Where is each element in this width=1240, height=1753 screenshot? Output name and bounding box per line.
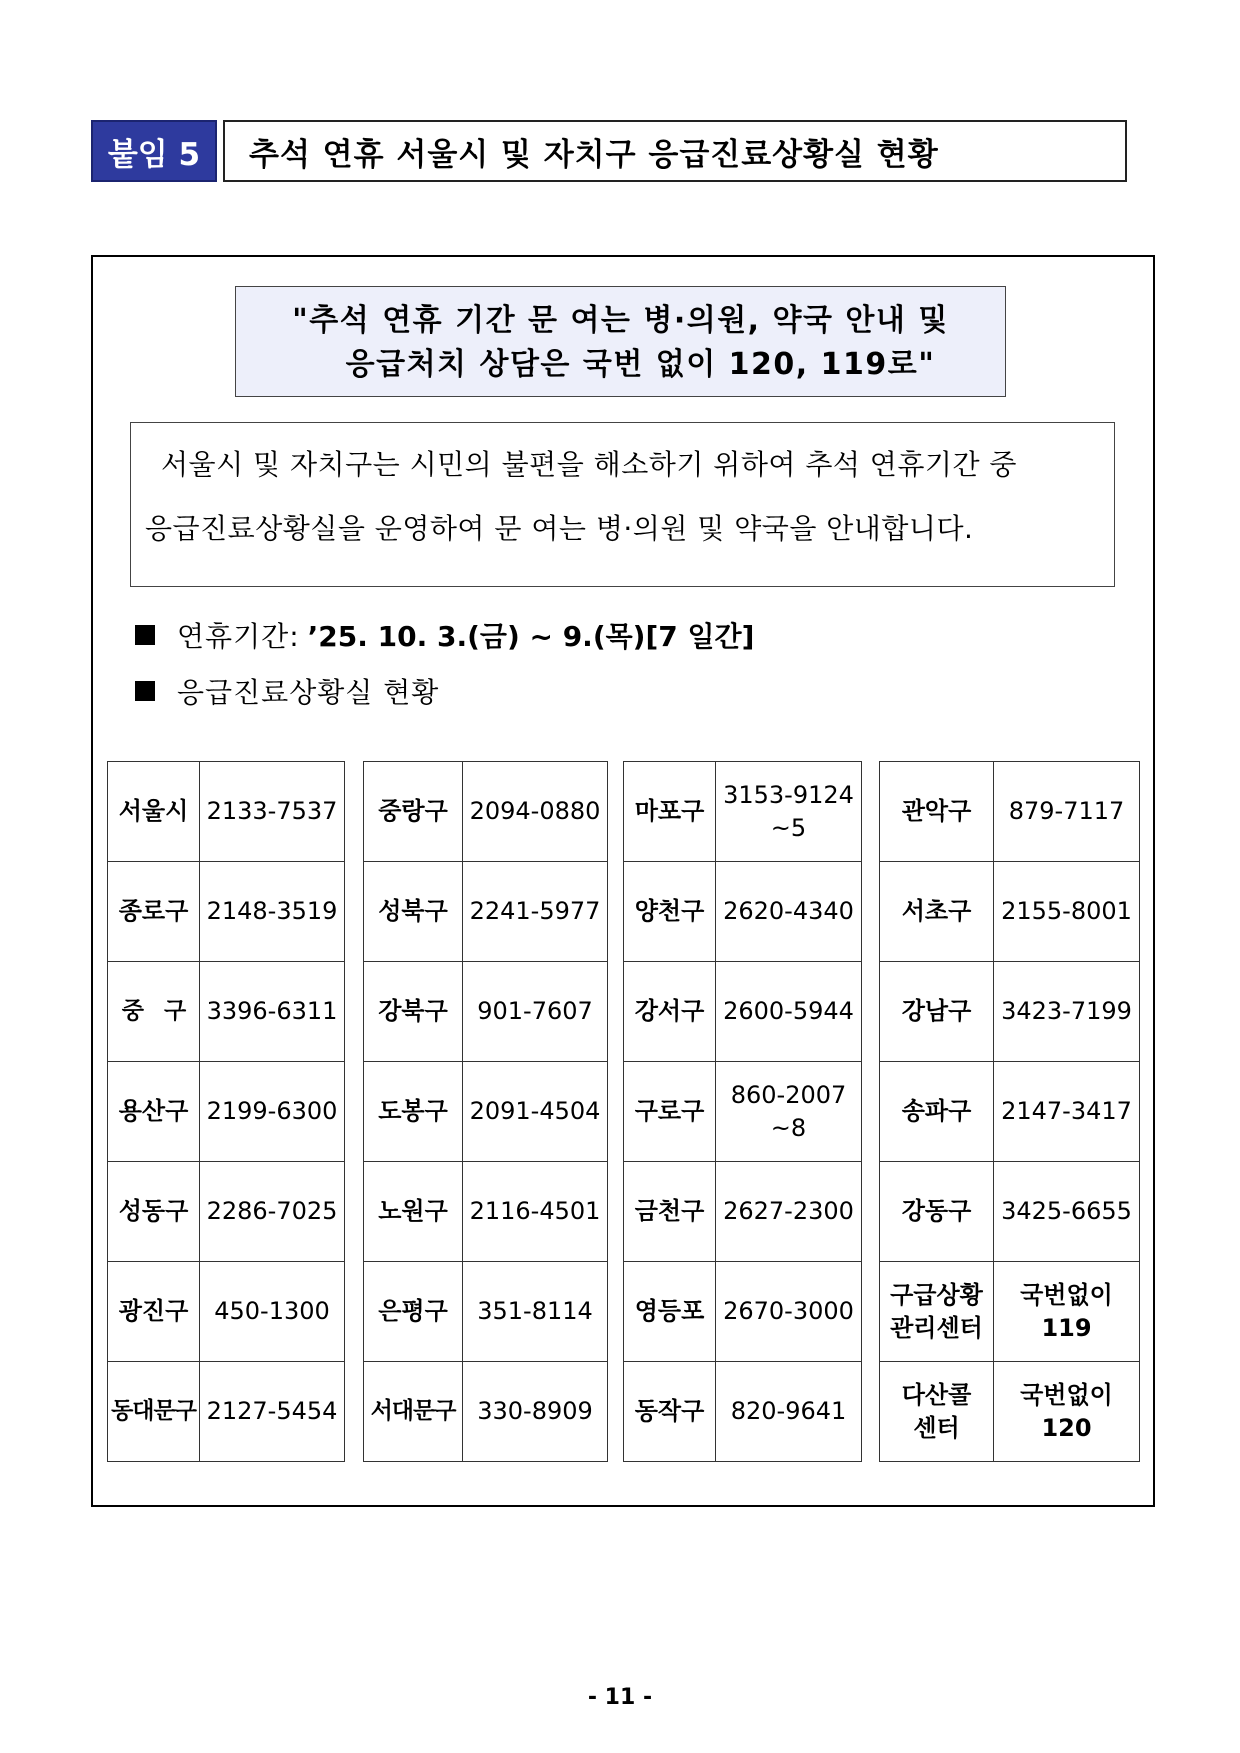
district-name-text: 관리센터 — [890, 1313, 983, 1342]
district-name-text: 성북구 — [378, 897, 448, 925]
phone-number-text: 120 — [1041, 1413, 1092, 1442]
phone-number-text: 2094-0880 — [469, 797, 601, 825]
phone-number — [200, 1362, 345, 1462]
district-name-text: 성동구 — [118, 1197, 189, 1225]
district-name — [624, 1162, 716, 1262]
phone-number-text: 2199-6300 — [206, 1097, 338, 1125]
district-name — [624, 1362, 716, 1462]
phone-number-text: 901-7607 — [477, 997, 593, 1025]
table-row — [880, 1062, 1140, 1162]
phone-number-text: 2627-2300 — [723, 1197, 854, 1225]
period-label: 연휴기간: — [177, 620, 300, 653]
district-name — [364, 762, 463, 862]
table-row — [880, 1162, 1140, 1262]
square-bullet-icon — [135, 681, 155, 701]
district-name-text: 금천구 — [634, 1197, 705, 1225]
table-row — [364, 1162, 608, 1262]
district-name-text: 중랑구 — [378, 797, 448, 825]
table-row — [364, 962, 608, 1062]
phone-number-text: 2600-5944 — [723, 997, 854, 1025]
table-row — [624, 962, 862, 1062]
phone-number-text: 3396-6311 — [206, 997, 338, 1025]
phone-number-text: ~5 — [770, 813, 807, 842]
phone-number-text: 351-8114 — [477, 1297, 593, 1325]
district-name-text: 중 구 — [121, 998, 186, 1024]
table-row — [108, 762, 345, 862]
district-name-text: 도봉구 — [378, 1097, 448, 1125]
phone-number — [716, 762, 862, 862]
district-name-text: 구급상황 — [890, 1280, 983, 1309]
table-row — [624, 862, 862, 962]
phone-number — [200, 1162, 345, 1262]
phone-number-text: 2133-7537 — [206, 797, 338, 825]
district-name-text: 강북구 — [378, 997, 448, 1025]
district-name — [880, 1062, 994, 1162]
phone-number-text: 2670-3000 — [723, 1297, 854, 1325]
phone-number — [200, 962, 345, 1062]
district-name-text: 서초구 — [901, 897, 972, 925]
table-row — [364, 1062, 608, 1162]
phone-number-text: 820-9641 — [730, 1397, 847, 1425]
district-name — [108, 1262, 200, 1362]
district-name — [624, 1262, 716, 1362]
phone-number-text: 2148-3519 — [206, 897, 338, 925]
phone-number-text: 2091-4504 — [469, 1097, 601, 1125]
slogan-box — [235, 286, 1006, 397]
district-name — [108, 1362, 200, 1462]
district-table-3 — [623, 761, 862, 1462]
table-row — [880, 1362, 1140, 1462]
table-row — [364, 1362, 608, 1462]
phone-number — [994, 1062, 1140, 1162]
district-name — [880, 1362, 994, 1462]
phone-number — [463, 1362, 608, 1462]
district-name-text: 마포구 — [634, 797, 705, 825]
district-name-text: 종로구 — [118, 897, 189, 925]
district-name — [364, 862, 463, 962]
district-name — [364, 1162, 463, 1262]
district-name-text: 관악구 — [901, 797, 972, 825]
district-name — [108, 862, 200, 962]
attachment-badge: 붙임 5 — [91, 120, 217, 182]
district-name — [880, 1162, 994, 1262]
district-name — [624, 862, 716, 962]
phone-number-text: 국번없이 — [1020, 1380, 1113, 1409]
table-row — [624, 762, 862, 862]
table-row — [880, 762, 1140, 862]
slogan-line-1: "추석 연휴 기간 문 여는 병·의원, 약국 안내 및 — [292, 303, 949, 338]
intro-line-2: 응급진료상황실을 운영하여 문 여는 병·의원 및 약국을 안내합니다. — [145, 512, 974, 545]
district-name-text: 강동구 — [901, 1197, 972, 1225]
district-name-text: 구로구 — [634, 1097, 705, 1125]
phone-number — [463, 762, 608, 862]
phone-number — [994, 862, 1140, 962]
district-table-4 — [879, 761, 1140, 1462]
district-name-text: 광진구 — [118, 1297, 189, 1325]
district-name — [624, 1062, 716, 1162]
intro-box — [130, 422, 1115, 587]
district-name-text: 영등포 — [634, 1297, 705, 1325]
district-name — [108, 1062, 200, 1162]
phone-number-text: 860-2007 — [730, 1080, 847, 1109]
district-name-text: 양천구 — [634, 897, 705, 925]
table-row — [624, 1062, 862, 1162]
square-bullet-icon — [135, 625, 155, 645]
district-name — [880, 962, 994, 1062]
table-row — [880, 1262, 1140, 1362]
table-row — [364, 862, 608, 962]
holiday-period-item — [135, 615, 754, 655]
status-label: 응급진료상황실 현황 — [177, 676, 440, 709]
phone-number — [994, 1162, 1140, 1262]
page-title: 추석 연휴 서울시 및 자치구 응급진료상황실 현황 — [223, 120, 1127, 182]
page-number: - 11 - — [587, 1685, 653, 1710]
phone-number-text: 2155-8001 — [1001, 897, 1132, 925]
phone-number-text: 2286-7025 — [206, 1197, 338, 1225]
phone-number-text: 국번없이 — [1020, 1280, 1113, 1309]
slogan-line-2: 응급처치 상담은 국번 없이 120, 119로" — [345, 347, 936, 382]
phone-number — [200, 762, 345, 862]
phone-number — [994, 762, 1140, 862]
phone-number — [716, 1062, 862, 1162]
phone-number-text: ~8 — [770, 1113, 807, 1142]
phone-number-text: 3423-7199 — [1001, 997, 1132, 1025]
district-table-2 — [363, 761, 608, 1462]
phone-number-text: 2620-4340 — [723, 897, 854, 925]
district-name — [108, 1162, 200, 1262]
district-name-text: 동작구 — [634, 1397, 705, 1425]
district-name-text: 다산콜 — [901, 1380, 972, 1409]
table-row — [880, 962, 1140, 1062]
table-row — [364, 1262, 608, 1362]
phone-number — [463, 1062, 608, 1162]
phone-number — [994, 1262, 1140, 1362]
district-name — [364, 1062, 463, 1162]
phone-number — [716, 1262, 862, 1362]
table-row — [108, 1262, 345, 1362]
district-name — [624, 762, 716, 862]
district-name-text: 센터 — [913, 1413, 960, 1442]
phone-number — [716, 862, 862, 962]
status-item — [135, 671, 439, 711]
phone-number — [200, 1062, 345, 1162]
phone-number-text: 2116-4501 — [469, 1197, 601, 1225]
district-name-text: 노원구 — [378, 1197, 448, 1225]
phone-number-text: 450-1300 — [214, 1297, 330, 1325]
table-row — [624, 1162, 862, 1262]
district-name — [364, 962, 463, 1062]
phone-number-text: 2147-3417 — [1001, 1097, 1132, 1125]
phone-number — [716, 1162, 862, 1262]
table-row — [108, 962, 345, 1062]
phone-number-text: 879-7117 — [1008, 797, 1125, 825]
phone-number-text: 3153-9124 — [723, 780, 854, 809]
phone-number — [463, 862, 608, 962]
phone-number — [716, 1362, 862, 1462]
district-name-text: 강서구 — [634, 997, 705, 1025]
table-row — [108, 862, 345, 962]
table-row — [108, 1162, 345, 1262]
table-row — [624, 1362, 862, 1462]
phone-number — [200, 862, 345, 962]
phone-number — [200, 1262, 345, 1362]
district-name-text: 강남구 — [901, 997, 972, 1025]
phone-number — [463, 1262, 608, 1362]
phone-number-text: 119 — [1041, 1313, 1092, 1342]
district-name — [880, 862, 994, 962]
phone-number-text: 2127-5454 — [206, 1397, 338, 1425]
district-name-text: 서울시 — [118, 797, 189, 825]
district-name-text: 서대문구 — [370, 1398, 456, 1424]
phone-number — [994, 1362, 1140, 1462]
district-name — [108, 762, 200, 862]
phone-number — [463, 962, 608, 1062]
phone-number-text: 330-8909 — [477, 1397, 593, 1425]
district-name-text: 동대문구 — [111, 1398, 196, 1424]
table-row — [880, 862, 1140, 962]
table-row — [624, 1262, 862, 1362]
period-value: ’25. 10. 3.(금) ~ 9.(목)[7 일간] — [307, 620, 755, 653]
phone-number-text: 2241-5977 — [469, 897, 601, 925]
district-name — [880, 1262, 994, 1362]
district-name-text: 은평구 — [378, 1297, 448, 1325]
attachment-header — [91, 120, 1127, 182]
table-row — [108, 1062, 345, 1162]
district-name — [880, 762, 994, 862]
table-row — [108, 1362, 345, 1462]
phone-number — [716, 962, 862, 1062]
district-table-1 — [107, 761, 345, 1462]
phone-number-text: 3425-6655 — [1001, 1197, 1132, 1225]
district-name — [364, 1262, 463, 1362]
intro-line-1: 서울시 및 자치구는 시민의 불편을 해소하기 위하여 추석 연휴기간 중 — [161, 448, 1017, 481]
phone-number — [994, 962, 1140, 1062]
phone-number — [463, 1162, 608, 1262]
district-name — [624, 962, 716, 1062]
district-name — [364, 1362, 463, 1462]
district-name-text: 용산구 — [118, 1097, 189, 1125]
district-name-text: 송파구 — [901, 1097, 972, 1125]
table-row — [364, 762, 608, 862]
district-name — [108, 962, 200, 1062]
